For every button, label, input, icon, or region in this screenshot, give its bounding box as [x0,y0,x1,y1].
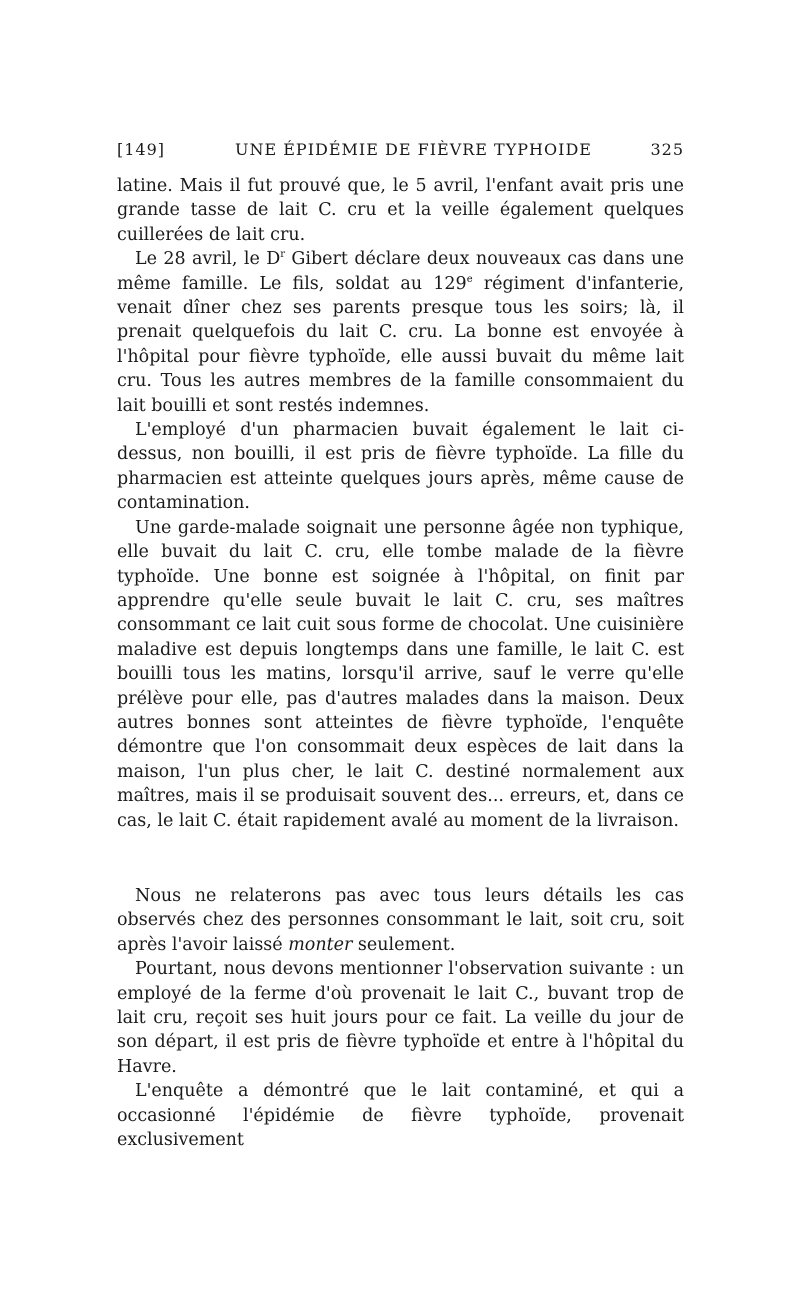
bracketed-page-number: [149] [117,140,166,159]
paragraph-gibert-cases: Le 28 avril, le $D^r$ Gibert déclare deux nouveaux cas dans une même famille. Le fils, soldat au 129e régiment d'infanterie, venait dîner chez ses parents presque tous les soirs; là, il prenait quelquefois du lait C. cru. La bonne est envoyée à l'hôpital pour fièvre typhoïde, elle aussi buvait du même lait cru. Tous les autres membres de la famille consommaient du lait bouilli et sont restés indemnes. [117,249,685,416]
paragraph-farm-employee: Pourtant, nous devons mentionner l'observation suivante : un employé de la ferme d'où provenait le lait C., buvant trop de lait cru, reçoit ses huit jours pour ce fait. La veille du jour de son départ, il est pris de fièvre typhoïde et entre à l'hôpital du Havre. [117,959,684,1077]
paragraph-continuation: latine. Mais il fut prouvé que, le 5 avril, l'enfant avait pris une grande tasse de lait C. cru et la veille également quelques cuillerées de lait cru. [117,176,684,245]
paragraph-investigation: L'enquête a démontré que le lait contaminé, et qui a occasionné l'épidémie de fièvre typhoïde, provenait exclusivement [117,1081,684,1151]
superscript-r: r [280,249,286,261]
running-title: UNE ÉPIDÉMIE DE FIÈVRE TYPHOIDE [235,140,592,159]
body-text-section-2 [117,884,684,1152]
superscript-e: e [466,273,473,285]
paragraph-pharmacist: L'employé d'un pharmacien buvait également le lait ci-dessus, non bouilli, il est pris de fièvre typhoïde. La fille du pharmacien est atteinte quelques jours après, même cause de contamination. [117,420,684,514]
body-text-section-1 [117,174,684,833]
paragraph-other-cases: Nous ne relaterons pas avec tous leurs détails les cas observés chez des personnes consommant le lait, soit cru, soit après l'avoir laissé monter seulement. [117,886,684,955]
italic-word: monter [288,934,353,955]
running-header [117,140,684,164]
paragraph-nurse-maids: Une garde-malade soignait une personne âgée non typhique, elle buvait du lait C. cru, elle tombe malade de la fièvre typhoïde. Une bonne est soignée à l'hôpital, on finit par apprendre qu'elle seule buvait le lait C. cru, ses maîtres consommant ce lait cuit sous forme de chocolat. Une cuisinière maladive est depuis longtemps dans une famille, le lait C. est bouilli tous les matins, lorsqu'il arrive, sauf le verre qu'elle prélève pour elle, pas d'autres malades dans la maison. Deux autres bonnes sont atteintes de fièvre typhoïde, l'enquête démontre que l'on consommait deux espèces de lait dans la maison, l'un plus cher, le lait C. destiné normalement aux maîtres, mais il se produisait souvent des... erreurs, et, dans ce cas, le lait C. était rapidement avalé au moment de la livraison. [117,517,684,831]
page-number: 325 [650,140,684,159]
